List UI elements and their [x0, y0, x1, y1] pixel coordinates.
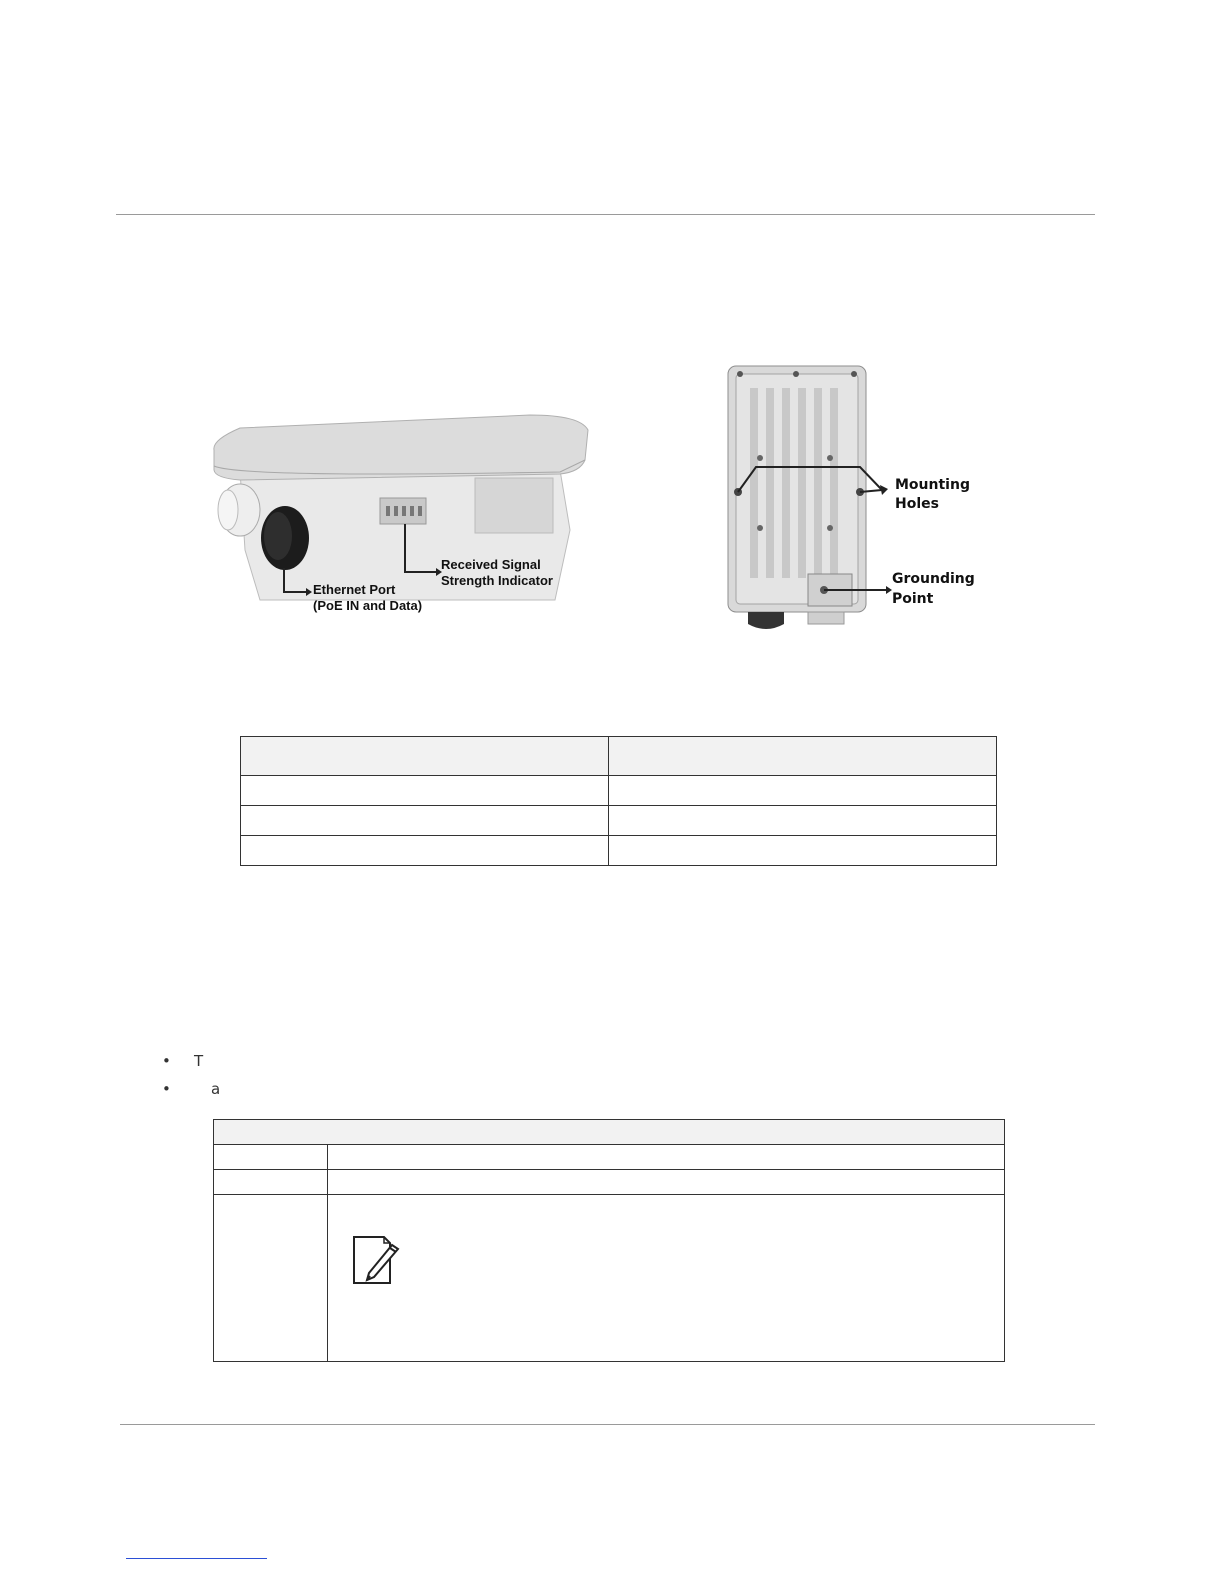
- note-pencil-icon: [350, 1233, 402, 1289]
- ethernet-callout-line2: (PoE IN and Data): [313, 598, 423, 613]
- led-table: [240, 736, 997, 866]
- table-cell: [609, 737, 997, 776]
- bullet-text: a: [211, 1080, 221, 1098]
- table-cell: [328, 1195, 1005, 1362]
- grounding-callout-line2: Point: [892, 591, 934, 607]
- specification-table: [213, 1119, 1005, 1362]
- device-back-figure: [720, 362, 990, 642]
- table-cell: [214, 1120, 1005, 1145]
- table-cell: [214, 1195, 328, 1362]
- rssi-callout-line1: Received Signal: [441, 557, 541, 572]
- bullet-dot: •: [162, 1080, 171, 1098]
- table-cell: [241, 776, 609, 806]
- grounding-callout-line1: Grounding: [892, 571, 975, 587]
- footer-link-underline[interactable]: [126, 1558, 267, 1559]
- table-row: [241, 836, 997, 866]
- table-cell: [328, 1170, 1005, 1195]
- bullet-text: T: [194, 1052, 204, 1070]
- mounting-callout-line1: Mounting: [895, 477, 970, 493]
- footer-rule: [120, 1424, 1095, 1425]
- rssi-callout-line2: Strength Indicator: [441, 573, 553, 588]
- table-cell: [609, 776, 997, 806]
- table-row: [214, 1170, 1005, 1195]
- device-front-figure: [200, 400, 600, 630]
- table-header-row: [241, 737, 997, 776]
- table-cell: [609, 806, 997, 836]
- header-rule: [116, 214, 1095, 215]
- table-header-row: [214, 1120, 1005, 1145]
- table-cell: [609, 836, 997, 866]
- ethernet-callout-line1: Ethernet Port: [313, 582, 396, 597]
- table-cell: [241, 806, 609, 836]
- device-back-illustration: [720, 362, 990, 642]
- table-cell: [241, 836, 609, 866]
- table-row: [214, 1195, 1005, 1362]
- table-row: [241, 776, 997, 806]
- table-cell: [328, 1145, 1005, 1170]
- mounting-callout-line2: Holes: [895, 496, 939, 512]
- table-row: [241, 806, 997, 836]
- bullet-dot: •: [162, 1052, 171, 1070]
- device-front-illustration: [200, 400, 600, 630]
- table-row: [214, 1145, 1005, 1170]
- table-cell: [214, 1145, 328, 1170]
- table-cell: [241, 737, 609, 776]
- table-cell: [214, 1170, 328, 1195]
